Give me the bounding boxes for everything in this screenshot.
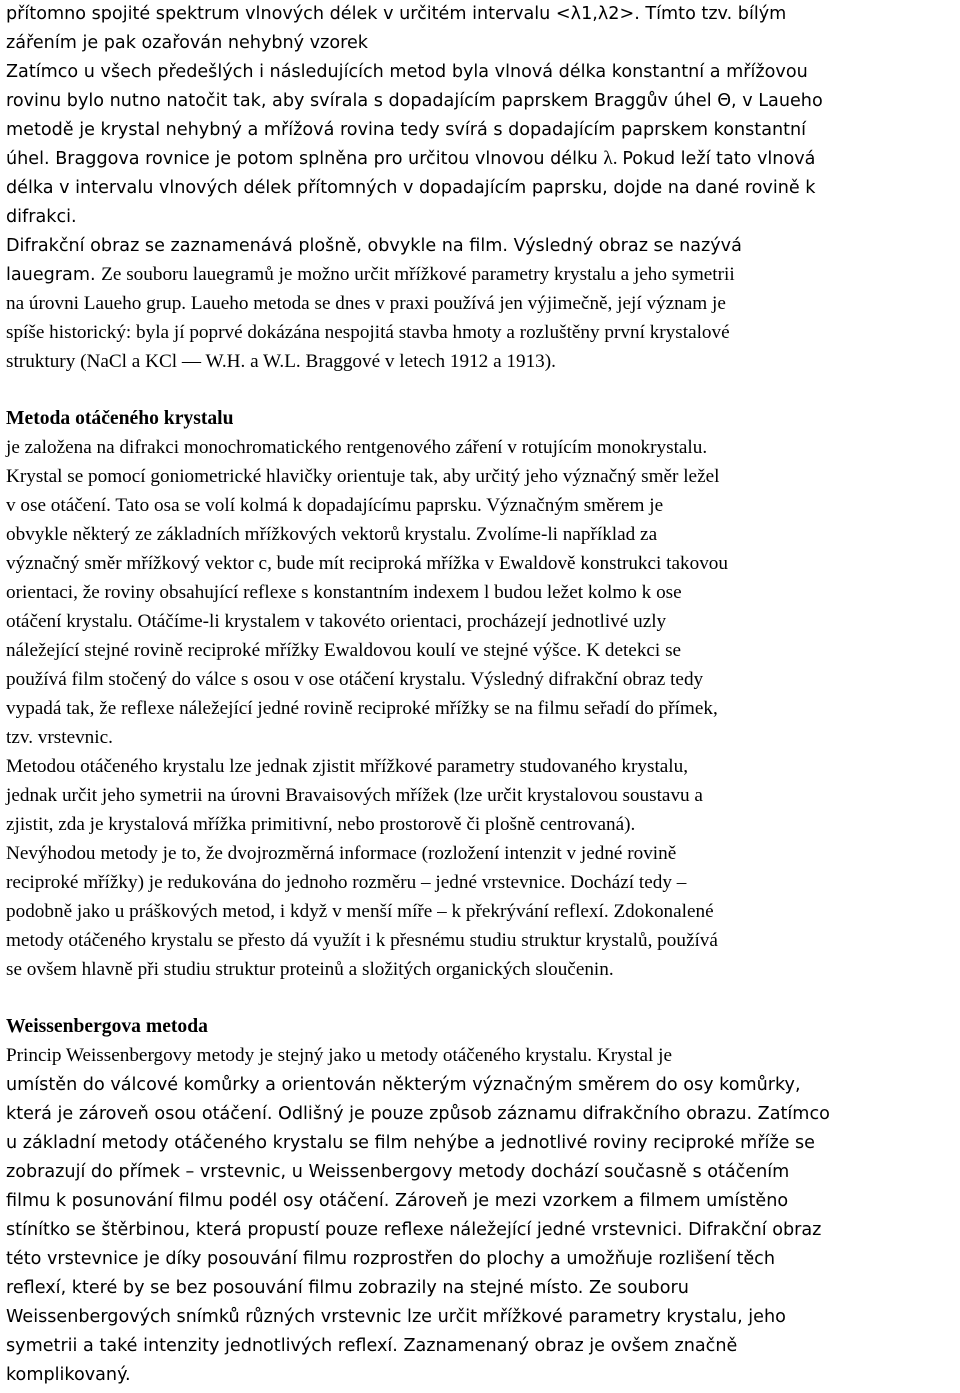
text-line — [6, 1186, 956, 1215]
text-line — [6, 173, 956, 202]
text-line — [6, 231, 956, 260]
paragraph-gap — [6, 376, 956, 404]
text-run: Difrakční obraz se zaznamenává plošně, obvykle na film. Výsledný obraz se nazývá — [6, 236, 742, 256]
text-run: difrakci. — [6, 207, 77, 227]
text-line — [6, 289, 956, 318]
text-run: se ovšem hlavně při studiu struktur proteinů a složitých organických sloučenin. — [6, 959, 614, 980]
text-line — [6, 607, 956, 636]
text-line — [6, 839, 956, 868]
text-run: orientaci, že roviny obsahující reflexe s konstantním indexem l budou ležet kolmo k ose — [6, 582, 682, 603]
heading-rotating-crystal: Metoda otáčeného krystalu — [6, 408, 234, 429]
text-line — [6, 1273, 956, 1302]
text-run: reciproké mřížky) je redukována do jednoho rozměru – jedné vrstevnice. Dochází tedy – — [6, 872, 687, 893]
text-line — [6, 752, 956, 781]
text-run: vypadá tak, že reflexe náležející jedné rovině reciproké mřížky se na filmu seřadí do přímek, — [6, 698, 718, 719]
text-line — [6, 781, 956, 810]
text-line — [6, 636, 956, 665]
text-line — [6, 1302, 956, 1331]
text-line — [6, 1215, 956, 1244]
text-run: umístěn do válcové komůrky a orientován některým význačným směrem do osy komůrky, — [6, 1075, 801, 1095]
text-line — [6, 955, 956, 984]
text-line — [6, 868, 956, 897]
text-run: úhel. Braggova rovnice je potom splněna pro určitou vlnovou délku — [6, 149, 604, 169]
text-line — [6, 1331, 956, 1360]
section-laue — [6, 0, 956, 376]
text-line — [6, 1041, 956, 1070]
text-line — [6, 462, 956, 491]
text-run: Princip Weissenbergovy metody je stejný jako u metody otáčeného krystalu. Krystal je — [6, 1045, 672, 1066]
text-line — [6, 1360, 956, 1389]
text-line — [6, 665, 956, 694]
text-run: jednak určit jeho symetrii na úrovni Bravaisových mřížek (lze určit krystalovou soustavu a — [6, 785, 703, 806]
text-line — [6, 202, 956, 231]
text-line — [6, 520, 956, 549]
text-line — [6, 0, 956, 28]
paragraph-gap — [6, 984, 956, 1012]
section-weissenberg — [6, 1041, 956, 1389]
text-line — [6, 1244, 956, 1273]
text-run: Zatímco u všech předešlých i následujících metod byla vlnová délka konstantní a mřížovou — [6, 62, 808, 82]
text-line — [6, 318, 956, 347]
text-line — [6, 1157, 956, 1186]
section-rotating-crystal — [6, 433, 956, 984]
text-run: lauegram. — [6, 265, 102, 285]
text-run: stínítko se štěrbinou, která propustí pouze reflexe náležející jedné vrstevnici. Difrakční obraz — [6, 1220, 822, 1240]
text-run: náležející stejné rovině reciproké mřížky Ewaldovou koulí ve stejné výšce. K detekci se — [6, 640, 682, 661]
text-line — [6, 897, 956, 926]
text-run: tzv. vrstevnic. — [6, 727, 113, 748]
text-run: v ose otáčení. Tato osa se volí kolmá k dopadajícímu paprsku. Význačným směrem je — [6, 495, 664, 516]
text-line — [6, 1070, 956, 1099]
text-run: podobně jako u práškových metod, i když v menší míře – k překrývání reflexí. Zdokonalené — [6, 901, 714, 922]
text-line — [6, 578, 956, 607]
text-run: otáčení krystalu. Otáčíme-li krystalem v takovéto orientaci, procházejí jednotlivé uzly — [6, 611, 667, 632]
text-line — [6, 810, 956, 839]
text-run: obvykle některý ze základních mřížkových vektorů krystalu. Zvolíme-li například za — [6, 524, 658, 545]
text-run: této vrstevnice je díky posouvání filmu rozprostřen do plochy a umožňuje rozlišení těch — [6, 1249, 776, 1269]
text-line — [6, 57, 956, 86]
text-run: přítomno spojité spektrum vlnových délek v určitém intervalu <λ1,λ2>. Tímto tzv. bílým — [6, 4, 787, 24]
text-run: komplikovaný. — [6, 1365, 131, 1385]
text-run: metodě je krystal nehybný a mřížová rovina tedy svírá s dopadajícím paprskem konstantní — [6, 120, 807, 140]
text-run: Krystal se pomocí goniometrické hlavičky orientuje tak, aby určitý jeho význačný směr ležel — [6, 466, 720, 487]
text-run: používá film stočený do válce s osou v ose otáčení krystalu. Výsledný difrakční obraz tedy — [6, 669, 704, 690]
text-line — [6, 926, 956, 955]
text-run: filmu k posunování filmu podél osy otáčení. Zároveň je mezi vzorkem a filmem umístěno — [6, 1191, 789, 1211]
text-line — [6, 1099, 956, 1128]
text-run: význačný směr mřížkový vektor c, bude mít reciproká mřížka v Ewaldově konstrukci takovou — [6, 553, 728, 574]
text-run: délka v intervalu vlnových délek přítomných v dopadajícím paprsku, dojde na dané rovině k — [6, 178, 816, 198]
text-line — [6, 723, 956, 752]
text-run: Metodou otáčeného krystalu lze jednak zjistit mřížkové parametry studovaného krystalu, — [6, 756, 689, 777]
text-run: struktury (NaCl a KCl — W.H. a W.L. Braggové v letech 1912 a 1913). — [6, 351, 556, 372]
text-run: spíše historický: byla jí poprvé dokázána nespojitá stavba hmoty a rozluštěny první krystalové — [6, 322, 730, 343]
text-run: u základní metody otáčeného krystalu se film nehýbe a jednotlivé roviny reciproké mříže se — [6, 1133, 815, 1153]
heading-weissenberg: Weissenbergova metoda — [6, 1016, 208, 1037]
text-line — [6, 549, 956, 578]
text-run: symetrii a také intenzity jednotlivých reflexí. Zaznamenaný obraz je ovšem značně — [6, 1336, 738, 1356]
text-run: Weissenbergových snímků různých vrstevnic lze určit mřížkové parametry krystalu, jeho — [6, 1307, 786, 1327]
text-line — [6, 115, 956, 144]
text-run: rovinu bylo nutno natočit tak, aby svírala s dopadajícím paprskem Braggův úhel Θ, v Laueho — [6, 91, 823, 111]
text-run: Ze souboru lauegramů je možno určit mřížkové parametry krystalu a jeho symetrii — [101, 264, 735, 285]
text-line — [6, 1128, 956, 1157]
text-line — [6, 694, 956, 723]
text-line — [6, 347, 956, 376]
text-run: λ. — [603, 148, 623, 169]
document-page — [6, 0, 956, 1389]
text-run: zobrazují do přímek – vrstevnic, u Weissenbergovy metody dochází současně s otáčením — [6, 1162, 790, 1182]
text-run: Nevýhodou metody je to, že dvojrozměrná informace (rozložení intenzit v jedné rovině — [6, 843, 677, 864]
text-line — [6, 433, 956, 462]
text-run: reflexí, které by se bez posouvání filmu zobrazily na stejné místo. Ze souboru — [6, 1278, 689, 1298]
text-run: na úrovni Laueho grup. Laueho metoda se dnes v praxi používá jen výjimečně, její význam je — [6, 293, 726, 314]
text-run: která je zároveň osou otáčení. Odlišný je pouze způsob záznamu difrakčního obrazu. Zatímco — [6, 1104, 830, 1124]
text-line — [6, 491, 956, 520]
text-run: zářením je pak ozařován nehybný vzorek — [6, 33, 368, 53]
text-line — [6, 28, 956, 57]
text-run: je založena na difrakci monochromatického rentgenového záření v rotujícím monokrystalu. — [6, 437, 708, 458]
text-run: zjistit, zda je krystalová mřížka primitivní, nebo prostorově či plošně centrovaná). — [6, 814, 636, 835]
text-line — [6, 260, 956, 289]
text-run: metody otáčeného krystalu se přesto dá využít i k přesnému studiu struktur krystalů, používá — [6, 930, 718, 951]
text-run: Pokud leží tato vlnová — [622, 149, 816, 169]
text-line — [6, 86, 956, 115]
text-line — [6, 144, 956, 173]
